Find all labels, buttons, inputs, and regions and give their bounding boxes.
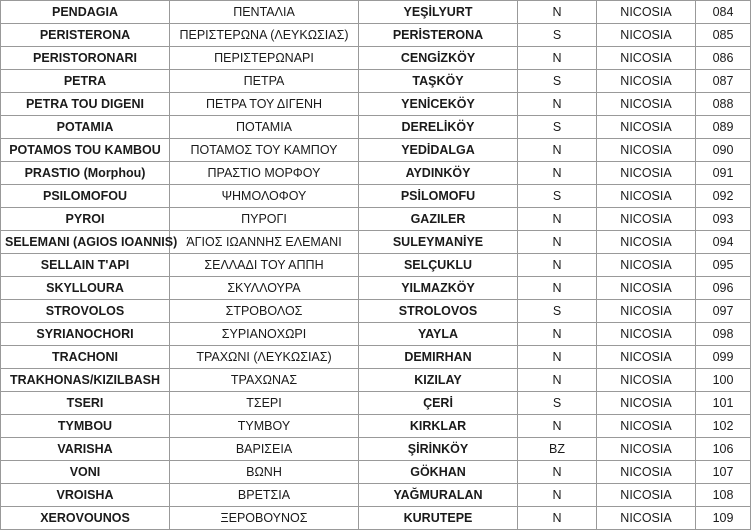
cell-district: NICOSIA xyxy=(597,254,696,277)
cell-greek-name: ΣΚΥΛΛΟΥΡΑ xyxy=(170,277,359,300)
cell-number: 096 xyxy=(696,277,751,300)
table-row xyxy=(1,139,751,162)
cell-number: 088 xyxy=(696,93,751,116)
cell-turkish-name: KURUTEPE xyxy=(359,507,518,530)
cell-code: N xyxy=(518,346,597,369)
cell-code: N xyxy=(518,1,597,24)
cell-turkish-name: YAYLA xyxy=(359,323,518,346)
table-row xyxy=(1,277,751,300)
cell-district: NICOSIA xyxy=(597,461,696,484)
table-body xyxy=(1,1,751,530)
cell-english-name: SELEMANI (AGIOS IOANNIS) xyxy=(1,231,170,254)
cell-english-name: PYROI xyxy=(1,208,170,231)
table-row xyxy=(1,24,751,47)
cell-district: NICOSIA xyxy=(597,47,696,70)
table-row xyxy=(1,231,751,254)
cell-district: NICOSIA xyxy=(597,231,696,254)
cell-number: 087 xyxy=(696,70,751,93)
cell-english-name: TRAKHONAS/KIZILBASH xyxy=(1,369,170,392)
cell-english-name: TYMBOU xyxy=(1,415,170,438)
cell-code: BZ xyxy=(518,438,597,461)
cell-code: N xyxy=(518,208,597,231)
cell-number: 093 xyxy=(696,208,751,231)
cell-greek-name: ΣΕΛΛΑΔΙ ΤΟΥ ΑΠΠΗ xyxy=(170,254,359,277)
cell-turkish-name: AYDINKÖY xyxy=(359,162,518,185)
cell-english-name: PERISTERONA xyxy=(1,24,170,47)
cell-number: 090 xyxy=(696,139,751,162)
cell-code: N xyxy=(518,415,597,438)
cell-turkish-name: GÖKHAN xyxy=(359,461,518,484)
cell-greek-name: ΠΕΤΡΑ ΤΟΥ ΔΙΓΕΝΗ xyxy=(170,93,359,116)
cell-greek-name: ΒΑΡΙΣΕΙΑ xyxy=(170,438,359,461)
cell-number: 089 xyxy=(696,116,751,139)
table-row xyxy=(1,346,751,369)
table-row xyxy=(1,47,751,70)
cell-english-name: PSILOMOFOU xyxy=(1,185,170,208)
cell-district: NICOSIA xyxy=(597,70,696,93)
table-row xyxy=(1,484,751,507)
cell-code: S xyxy=(518,300,597,323)
table-row xyxy=(1,93,751,116)
cell-greek-name: ΠΕΤΡΑ xyxy=(170,70,359,93)
cell-turkish-name: PSİLOMOFU xyxy=(359,185,518,208)
cell-district: NICOSIA xyxy=(597,116,696,139)
cell-district: NICOSIA xyxy=(597,185,696,208)
cell-number: 102 xyxy=(696,415,751,438)
cell-english-name: PETRA xyxy=(1,70,170,93)
cell-turkish-name: SELÇUKLU xyxy=(359,254,518,277)
cell-english-name: PRASTIO (Morphou) xyxy=(1,162,170,185)
cell-number: 086 xyxy=(696,47,751,70)
table-row xyxy=(1,415,751,438)
cell-number: 109 xyxy=(696,507,751,530)
cell-english-name: SELLAIN T'API xyxy=(1,254,170,277)
cell-greek-name: ΠΟΤΑΜΟΣ ΤΟΥ ΚΑΜΠΟΥ xyxy=(170,139,359,162)
cell-turkish-name: YEŞİLYURT xyxy=(359,1,518,24)
cell-english-name: XEROVOUNOS xyxy=(1,507,170,530)
cell-code: N xyxy=(518,277,597,300)
cell-greek-name: ΠΟΤΑΜΙΑ xyxy=(170,116,359,139)
cell-code: N xyxy=(518,93,597,116)
cell-turkish-name: ÇERİ xyxy=(359,392,518,415)
cell-number: 100 xyxy=(696,369,751,392)
cell-district: NICOSIA xyxy=(597,162,696,185)
cell-district: NICOSIA xyxy=(597,415,696,438)
cell-code: N xyxy=(518,139,597,162)
cell-code: N xyxy=(518,254,597,277)
cell-turkish-name: GAZILER xyxy=(359,208,518,231)
table-row xyxy=(1,369,751,392)
cell-greek-name: ΨΗΜΟΛΟΦΟΥ xyxy=(170,185,359,208)
cell-district: NICOSIA xyxy=(597,484,696,507)
cell-greek-name: ΣΤΡΟΒΟΛΟΣ xyxy=(170,300,359,323)
table-row xyxy=(1,116,751,139)
cell-english-name: PERISTORONARI xyxy=(1,47,170,70)
table-row xyxy=(1,507,751,530)
cell-greek-name: ΠΕΝΤΑΛΙΑ xyxy=(170,1,359,24)
cell-greek-name: ΣΥΡΙΑΝΟΧΩΡΙ xyxy=(170,323,359,346)
cell-code: S xyxy=(518,24,597,47)
cell-turkish-name: ŞİRİNKÖY xyxy=(359,438,518,461)
cell-greek-name: ΤΥΜΒΟΥ xyxy=(170,415,359,438)
cell-district: NICOSIA xyxy=(597,1,696,24)
cell-turkish-name: TAŞKÖY xyxy=(359,70,518,93)
table-row xyxy=(1,208,751,231)
cell-district: NICOSIA xyxy=(597,139,696,162)
cell-english-name: VONI xyxy=(1,461,170,484)
cell-turkish-name: YEDİDALGA xyxy=(359,139,518,162)
table-row xyxy=(1,1,751,24)
cell-code: S xyxy=(518,116,597,139)
cell-english-name: TSERI xyxy=(1,392,170,415)
cell-district: NICOSIA xyxy=(597,93,696,116)
table-row xyxy=(1,392,751,415)
cell-code: S xyxy=(518,70,597,93)
cell-turkish-name: CENGİZKÖY xyxy=(359,47,518,70)
cell-number: 106 xyxy=(696,438,751,461)
cell-number: 085 xyxy=(696,24,751,47)
cell-district: NICOSIA xyxy=(597,323,696,346)
cell-turkish-name: KIRKLAR xyxy=(359,415,518,438)
cell-turkish-name: DERELİKÖY xyxy=(359,116,518,139)
cell-code: S xyxy=(518,392,597,415)
table-row xyxy=(1,162,751,185)
cell-english-name: TRACHONI xyxy=(1,346,170,369)
cell-code: N xyxy=(518,369,597,392)
cell-code: N xyxy=(518,484,597,507)
cell-greek-name: ΒΡΕΤΣΙΑ xyxy=(170,484,359,507)
cell-english-name: VARISHA xyxy=(1,438,170,461)
cell-number: 107 xyxy=(696,461,751,484)
cell-number: 091 xyxy=(696,162,751,185)
cell-district: NICOSIA xyxy=(597,346,696,369)
cell-turkish-name: YAĞMURALAN xyxy=(359,484,518,507)
cell-number: 108 xyxy=(696,484,751,507)
cell-greek-name: ΆΓΙΟΣ ΙΩΑΝΝΗΣ ΕΛΕΜΑΝΙ xyxy=(170,231,359,254)
cell-turkish-name: STROLOVOS xyxy=(359,300,518,323)
cell-english-name: SKYLLOURA xyxy=(1,277,170,300)
cell-number: 098 xyxy=(696,323,751,346)
cell-number: 084 xyxy=(696,1,751,24)
cell-district: NICOSIA xyxy=(597,208,696,231)
cell-code: N xyxy=(518,47,597,70)
table-row xyxy=(1,300,751,323)
cell-greek-name: ΠΕΡΙΣΤΕΡΩΝΑΡΙ xyxy=(170,47,359,70)
table-row xyxy=(1,461,751,484)
cell-number: 095 xyxy=(696,254,751,277)
cell-district: NICOSIA xyxy=(597,369,696,392)
cell-english-name: SYRIANOCHORI xyxy=(1,323,170,346)
cell-district: NICOSIA xyxy=(597,277,696,300)
cell-english-name: POTAMOS TOU KAMBOU xyxy=(1,139,170,162)
cell-greek-name: ΤΣΕΡΙ xyxy=(170,392,359,415)
cell-number: 101 xyxy=(696,392,751,415)
cell-greek-name: ΞΕΡΟΒΟΥΝΟΣ xyxy=(170,507,359,530)
cell-english-name: PENDAGIA xyxy=(1,1,170,24)
cell-code: N xyxy=(518,507,597,530)
cell-english-name: POTAMIA xyxy=(1,116,170,139)
cell-greek-name: ΒΩΝΗ xyxy=(170,461,359,484)
cell-english-name: PETRA TOU DIGENI xyxy=(1,93,170,116)
cell-district: NICOSIA xyxy=(597,24,696,47)
cell-code: N xyxy=(518,231,597,254)
cell-number: 097 xyxy=(696,300,751,323)
cell-code: N xyxy=(518,323,597,346)
cell-greek-name: ΠΥΡΟΓΙ xyxy=(170,208,359,231)
cell-number: 094 xyxy=(696,231,751,254)
table-row xyxy=(1,254,751,277)
table-row xyxy=(1,185,751,208)
cell-turkish-name: YILMAZKÖY xyxy=(359,277,518,300)
cell-code: N xyxy=(518,461,597,484)
cell-greek-name: ΠΡΑΣΤΙΟ ΜΟΡΦΟΥ xyxy=(170,162,359,185)
cell-district: NICOSIA xyxy=(597,300,696,323)
cell-number: 099 xyxy=(696,346,751,369)
cell-district: NICOSIA xyxy=(597,392,696,415)
cell-district: NICOSIA xyxy=(597,438,696,461)
cell-code: S xyxy=(518,185,597,208)
cell-english-name: STROVOLOS xyxy=(1,300,170,323)
cell-turkish-name: PERİSTERONA xyxy=(359,24,518,47)
cell-turkish-name: YENİCEKÖY xyxy=(359,93,518,116)
table-row xyxy=(1,70,751,93)
cell-greek-name: ΠΕΡΙΣΤΕΡΩΝΑ (ΛΕΥΚΩΣΙΑΣ) xyxy=(170,24,359,47)
cell-code: N xyxy=(518,162,597,185)
cell-turkish-name: SULEYMANİYE xyxy=(359,231,518,254)
cell-number: 092 xyxy=(696,185,751,208)
cell-english-name: VROISHA xyxy=(1,484,170,507)
cell-greek-name: ΤΡΑΧΩΝΑΣ xyxy=(170,369,359,392)
table-row xyxy=(1,323,751,346)
cell-turkish-name: KIZILAY xyxy=(359,369,518,392)
cell-greek-name: ΤΡΑΧΩΝΙ (ΛΕΥΚΩΣΙΑΣ) xyxy=(170,346,359,369)
cell-turkish-name: DEMIRHAN xyxy=(359,346,518,369)
cell-district: NICOSIA xyxy=(597,507,696,530)
table-row xyxy=(1,438,751,461)
